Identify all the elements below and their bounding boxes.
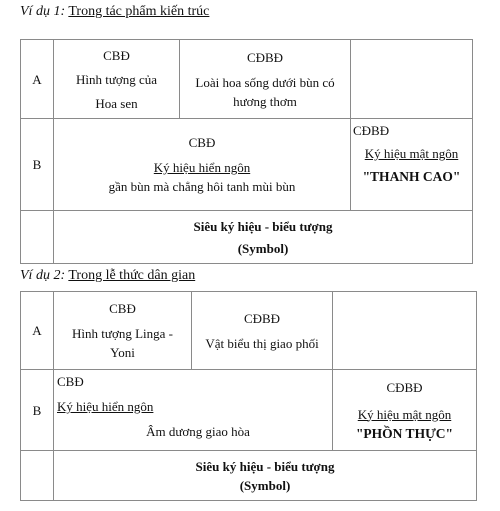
cbd-line2: Hoa sen — [95, 95, 138, 111]
row-a-cdbd-cell — [192, 292, 333, 370]
explicit-sign: Ký hiệu hiển ngôn — [153, 160, 251, 175]
row-symbol-empty — [21, 211, 54, 264]
cdbd-line2: hương thơm — [233, 93, 297, 109]
example1-row-symbol — [21, 211, 473, 264]
symbol-line1: Siêu ký hiệu - biểu tượng — [195, 458, 335, 474]
example2-title: Trong lễ thức dân gian — [68, 268, 196, 283]
symbol-line2: (Symbol) — [237, 240, 289, 256]
cdbd-label: CĐBĐ — [386, 379, 423, 395]
row-a-empty-cell — [351, 40, 473, 119]
example2-heading — [20, 268, 195, 284]
cdbd-line1: Loài hoa sống dưới bùn có — [195, 74, 335, 90]
row-a-cbd-cell — [54, 292, 192, 370]
row-b-cbd-cell — [54, 119, 351, 211]
implicit-meaning: "PHỒN THỰC" — [355, 425, 454, 441]
example1-row-b — [21, 119, 473, 211]
symbol-line2: (Symbol) — [239, 477, 291, 493]
cbd-text: gần bùn mà chẳng hôi tanh mùi bùn — [108, 179, 296, 194]
symbol-cell — [54, 211, 473, 264]
example1-table — [20, 39, 473, 264]
example1-title: Trong tác phẩm kiến trúc — [68, 4, 210, 19]
row-a-empty-cell — [333, 292, 477, 370]
implicit-meaning: "THANH CAO" — [362, 169, 461, 184]
cdbd-label: CĐBĐ — [353, 123, 390, 138]
explicit-sign: Ký hiệu hiển ngôn — [57, 399, 154, 414]
cbd-label: CBĐ — [109, 301, 136, 316]
cbd-line1: Hình tượng Linga - — [72, 326, 173, 341]
example1-label: Ví dụ 1: — [20, 4, 66, 19]
example2-row-a — [21, 292, 477, 370]
example2-table — [20, 291, 477, 501]
row-a-cbd-cell — [54, 40, 180, 119]
row-b-cdbd-cell — [333, 370, 477, 451]
symbol-cell — [54, 451, 477, 501]
cdbd-line1: Vật biểu thị giao phối — [205, 335, 319, 351]
row-symbol-empty — [21, 451, 54, 501]
implicit-sign: Ký hiệu mật ngôn — [357, 406, 452, 422]
cdbd-label: CĐBĐ — [243, 310, 281, 326]
implicit-sign: Ký hiệu mật ngôn — [364, 146, 459, 161]
example2-label: Ví dụ 2: — [20, 268, 66, 283]
row-a-label: A — [21, 292, 54, 370]
cbd-text: Âm dương giao hòa — [146, 424, 250, 439]
cbd-label: CBĐ — [57, 374, 84, 389]
row-b-label: B — [21, 119, 54, 211]
cbd-line1: Hình tượng của — [75, 71, 158, 87]
example1-row-a — [21, 40, 473, 119]
cbd-label: CBĐ — [103, 47, 130, 63]
row-b-label: B — [21, 370, 54, 451]
cbd-label: CBĐ — [188, 135, 216, 150]
row-b-cdbd-cell — [351, 119, 473, 211]
example2-row-symbol — [21, 451, 477, 501]
row-a-label: A — [21, 40, 54, 119]
cbd-line2: Yoni — [110, 345, 135, 360]
symbol-line1: Siêu ký hiệu - biểu tượng — [193, 218, 333, 234]
example1-heading — [20, 4, 209, 20]
row-b-cbd-cell — [54, 370, 333, 451]
row-a-cdbd-cell — [180, 40, 351, 119]
example2-row-b — [21, 370, 477, 451]
cdbd-label: CĐBĐ — [246, 49, 284, 65]
